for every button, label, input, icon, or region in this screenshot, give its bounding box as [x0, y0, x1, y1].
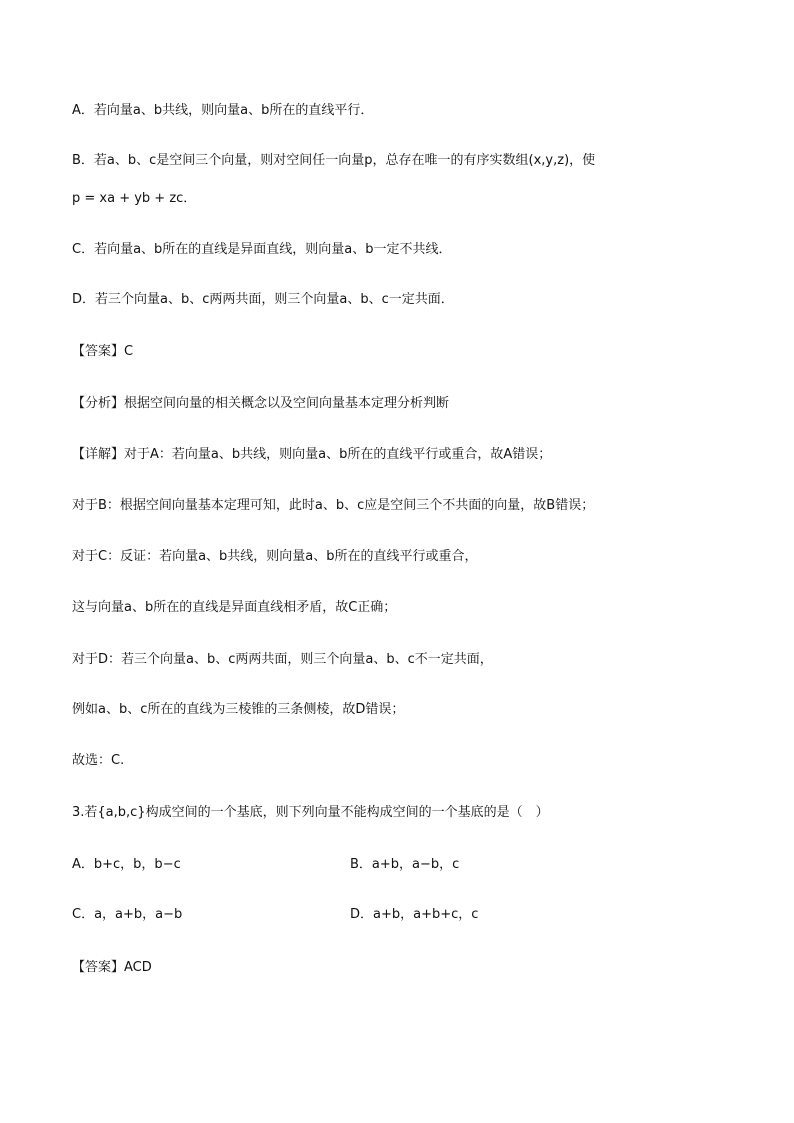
conclusion: 故选：C.	[72, 753, 125, 768]
q3-option-d: D．a+b，a+b+c，c	[350, 907, 479, 922]
detail-d-2: 例如a、b、c所在的直线为三棱锥的三条侧棱，故D错误；	[72, 702, 405, 717]
q3-option-a: A．b+c，b，b−c	[72, 857, 181, 872]
detail-b: 对于B：根据空间向量基本定理可知，此时a、b、c应是空间三个不共面的向量，故B错误；	[72, 498, 595, 513]
detail-d-1: 对于D：若三个向量a、b、c两两共面，则三个向量a、b、c不一定共面，	[72, 652, 493, 667]
analysis-text: 【分析】根据空间向量的相关概念以及空间向量基本定理分析判断	[72, 396, 450, 411]
detail-c-2: 这与向量a、b所在的直线是异面直线相矛盾，故C正确；	[72, 600, 397, 615]
option-c-text: C．若向量a、b所在的直线是异面直线，则向量a、b一定不共线．	[72, 242, 452, 257]
option-d-text: D．若三个向量a、b、c两两共面，则三个向量a、b、c一定共面．	[72, 292, 454, 307]
option-b-formula: p = xa + yb + zc．	[72, 191, 197, 206]
q3-option-b: B．a+b，a−b，c	[350, 857, 460, 872]
option-a-text: A．若向量a、b共线，则向量a、b所在的直线平行．	[72, 103, 374, 118]
detail-c-1: 对于C：反证：若向量a、b共线，则向量a、b所在的直线平行或重合，	[72, 549, 478, 564]
question-3: 3.若{a,b,c}构成空间的一个基底，则下列向量不能构成空间的一个基底的是（ ）	[72, 805, 549, 820]
detail-a: 【详解】对于A：若向量a、b共线，则向量a、b所在的直线平行或重合，故A错误；	[72, 447, 552, 462]
answer-label-2: 【答案】ACD	[72, 960, 152, 975]
option-b-text: B．若a、b、c是空间三个向量，则对空间任一向量p，总存在唯一的有序实数组(x,y,z)，使	[72, 153, 596, 168]
answer-label: 【答案】C	[72, 344, 134, 359]
q3-option-c: C．a，a+b，a−b	[72, 907, 183, 922]
